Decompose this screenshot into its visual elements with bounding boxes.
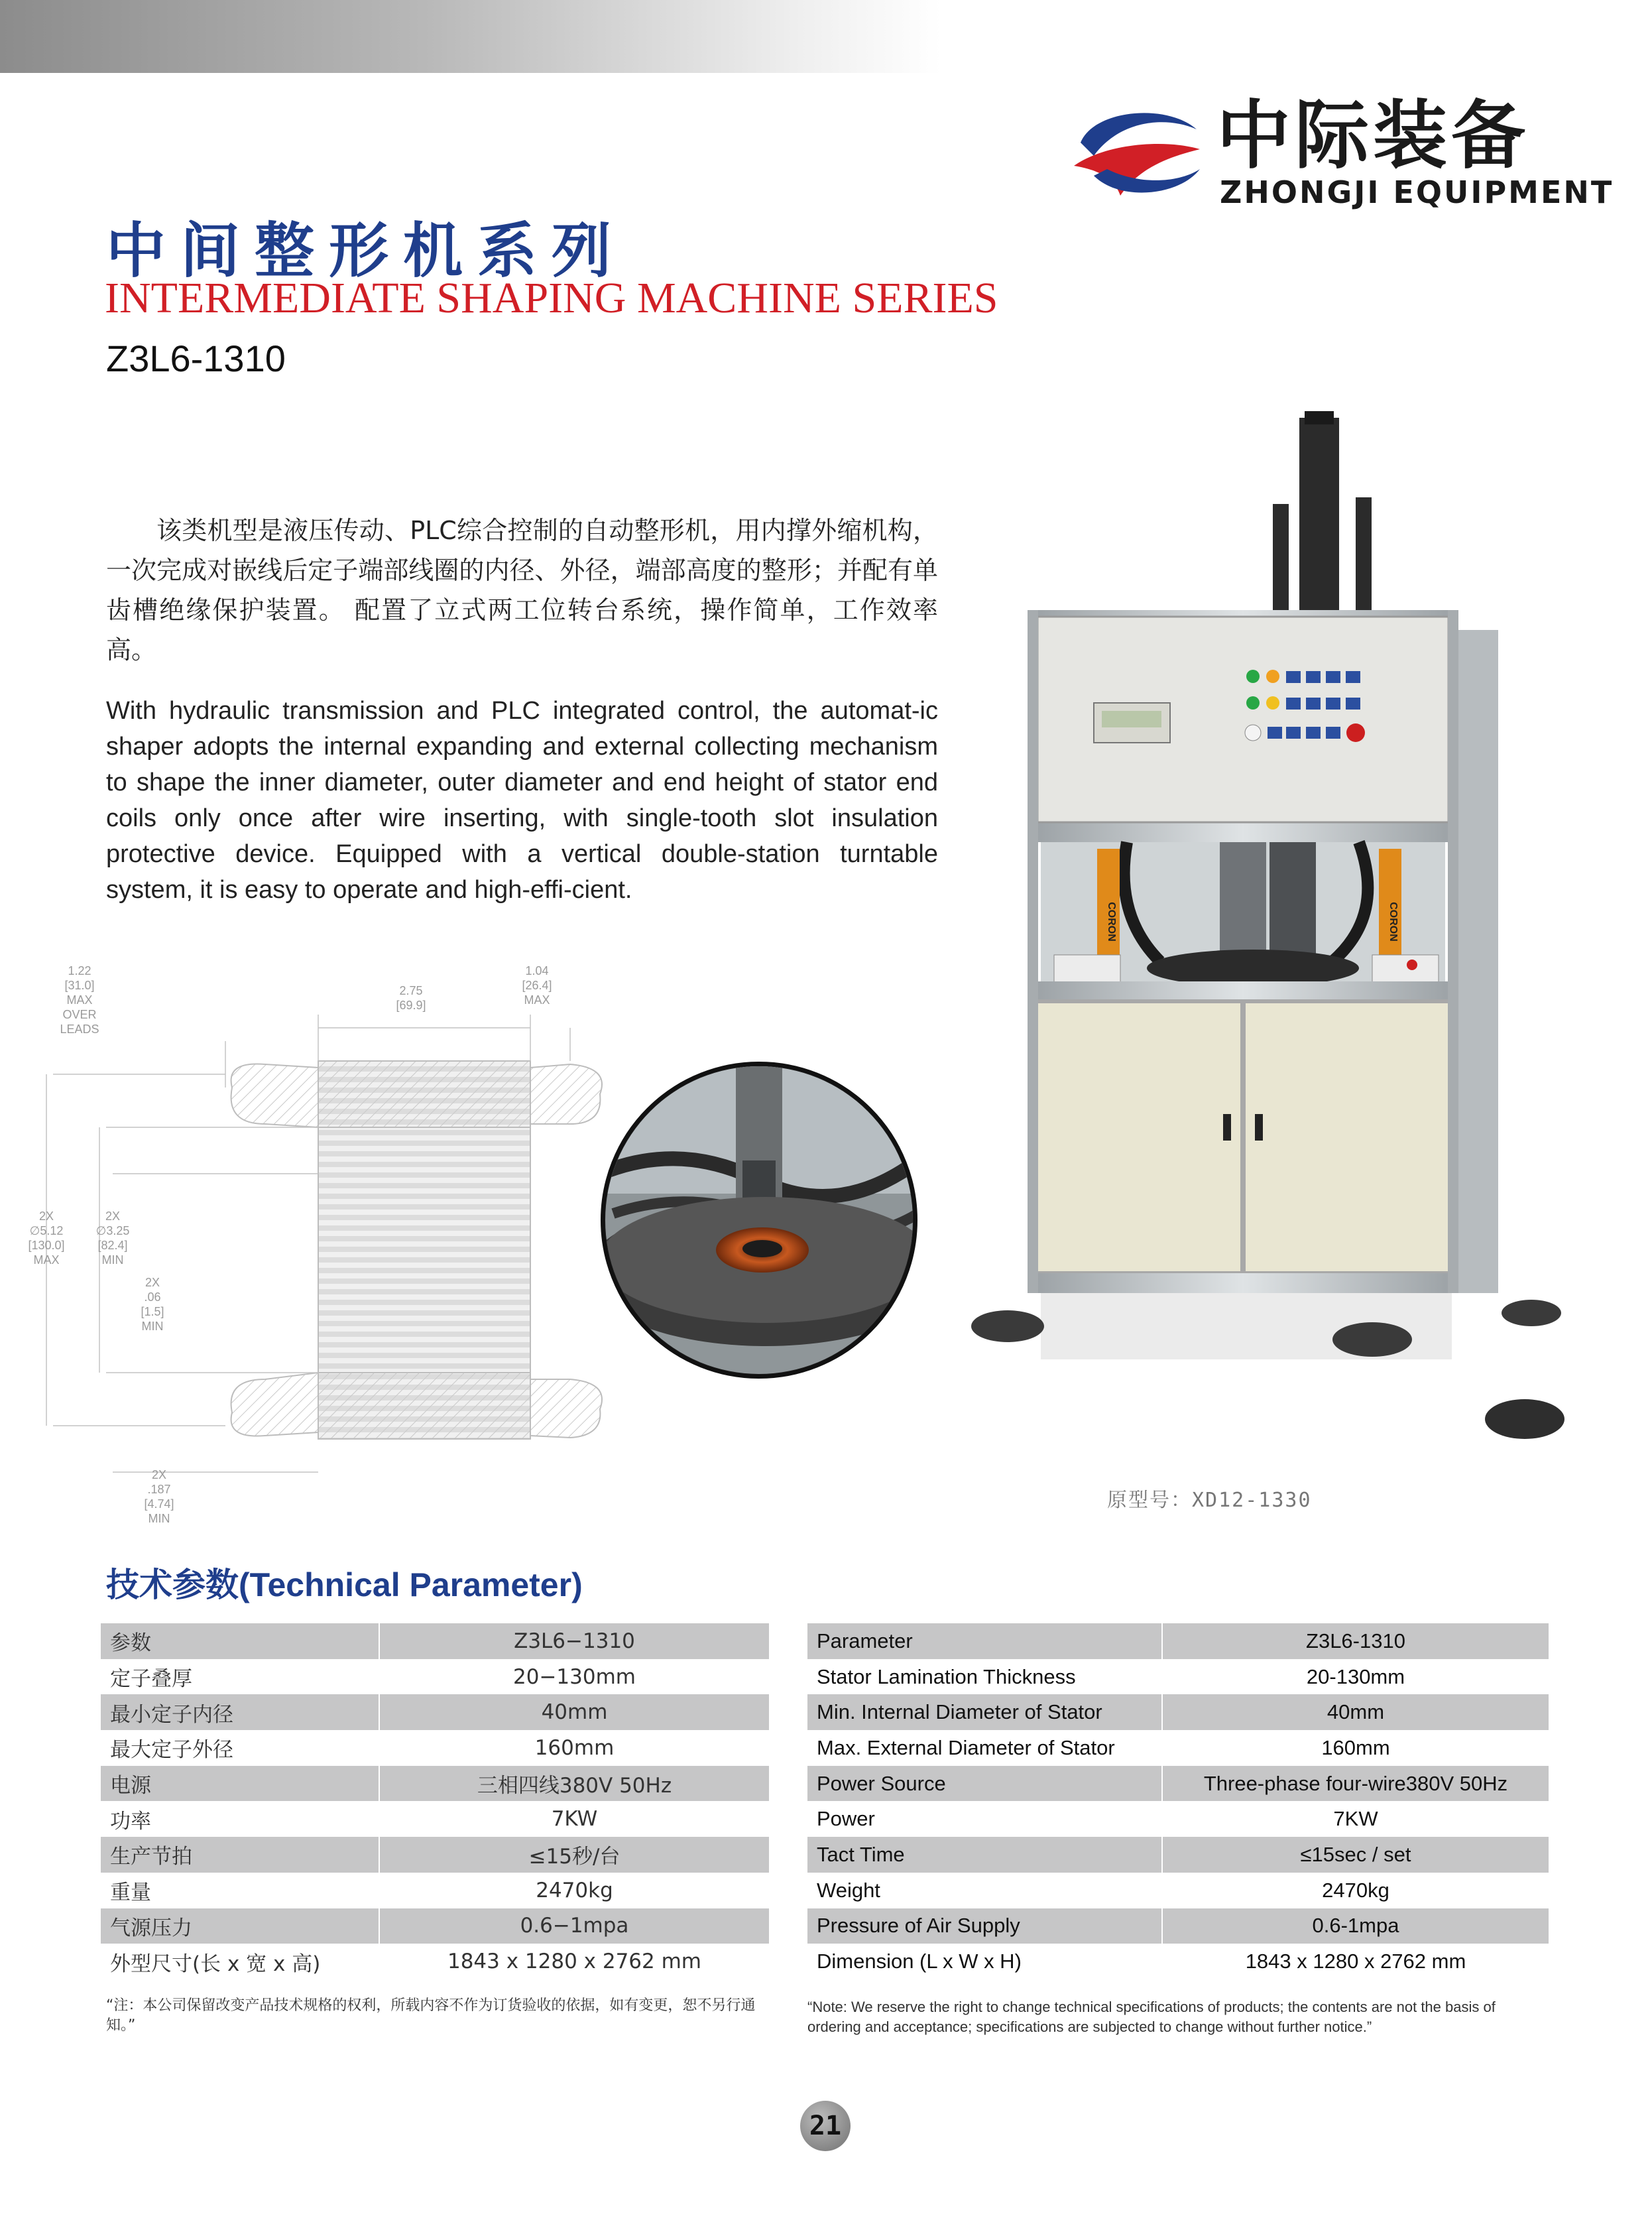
dimension-label-g — [144, 1468, 174, 1525]
logo-en-text: ZHONGJI EQUIPMENT — [1220, 174, 1614, 210]
svg-text:[4.74]: [4.74] — [144, 1497, 174, 1511]
table-cell-param: Pressure of Air Supply — [807, 1908, 1162, 1944]
svg-text:[82.4]: [82.4] — [97, 1239, 128, 1252]
svg-text:2X: 2X — [151, 1468, 167, 1481]
table-row — [101, 1944, 770, 1979]
table-cell-value: 20-130mm — [1162, 1659, 1549, 1695]
svg-text:[1.5]: [1.5] — [141, 1305, 164, 1318]
dimension-label-c — [522, 964, 552, 1007]
table-cell-value: 0.6-1mpa — [1162, 1908, 1549, 1944]
svg-text:[69.9]: [69.9] — [396, 999, 426, 1012]
cabinet-doors — [1034, 1001, 1452, 1273]
machine-photo — [961, 411, 1611, 1525]
table-row — [807, 1623, 1549, 1659]
svg-text:[26.4]: [26.4] — [522, 979, 552, 992]
svg-text:MAX: MAX — [66, 993, 93, 1007]
table-cell-param: 最大定子外径 — [101, 1730, 379, 1766]
table-cell-param: 功率 — [101, 1801, 379, 1837]
table-cell-param: Parameter — [807, 1623, 1162, 1659]
table-row — [807, 1801, 1549, 1837]
table-row — [101, 1694, 770, 1730]
table-row — [807, 1766, 1549, 1802]
control-panel — [1028, 610, 1458, 829]
svg-text:[31.0]: [31.0] — [64, 979, 95, 992]
stator-dimension-drawing — [27, 955, 610, 1538]
table-row — [101, 1623, 770, 1659]
table-cell-value: 1843 x 1280 x 2762 mm — [379, 1944, 770, 1979]
dimension-label-e — [96, 1210, 130, 1267]
page-title-cn: 中间整形机系列 — [106, 216, 626, 286]
prototype-caption: 原型号：XD12-1330 — [1107, 1489, 1312, 1512]
table-row — [807, 1873, 1549, 1908]
table-cell-param: 重量 — [101, 1873, 379, 1908]
table-row — [807, 1694, 1549, 1730]
svg-text:MAX: MAX — [33, 1253, 60, 1267]
header-gradient-bar — [0, 0, 941, 73]
svg-text:[130.0]: [130.0] — [28, 1239, 65, 1252]
table-cell-param: Max. External Diameter of Stator — [807, 1730, 1162, 1766]
logo-cn-text: 中际装备 — [1216, 93, 1529, 179]
table-cell-param: Dimension (L x W x H) — [807, 1944, 1162, 1979]
page-number: 21 — [800, 2101, 851, 2151]
svg-text:MAX: MAX — [524, 993, 550, 1007]
table-row — [807, 1659, 1549, 1695]
description-cn: 该类机型是液压传动、PLC综合控制的自动整形机，用内撑外缩机构，一次完成对嵌线后定子端部线圈的内径、外径，端部高度的整形；并配有单齿槽绝缘保护装置。 配置了立式两工位转台系统，操作简单，工作效率高。 — [106, 516, 938, 664]
svg-text:MIN: MIN — [141, 1320, 164, 1333]
table-cell-param: 生产节拍 — [101, 1837, 379, 1873]
table-cell-value: 7KW — [1162, 1801, 1549, 1837]
logo-swoosh-icon — [1067, 103, 1207, 202]
description-en: With hydraulic transmission and PLC integrated control, the automat-ic shaper adopts the internal expanding and external collecting mechanism to shape the inner diameter, outer diameter and end height of stator end coils only once after wire inserting, with single-tooth slot insulation protective device. Equipped with a vertical double-station turntable system, it is easy to operate and high-effi-cient. — [106, 697, 938, 904]
table-row — [101, 1908, 770, 1944]
table-cell-param: 外型尺寸(长 x 宽 x 高) — [101, 1944, 379, 1979]
section-title-cn: 技术参数 — [106, 1566, 239, 1604]
table-cell-param: 参数 — [101, 1623, 379, 1659]
turntable-closeup-photo — [600, 1061, 918, 1379]
tech-parameter-heading — [106, 1558, 583, 1606]
table-cell-value: 三相四线380V 50Hz — [379, 1766, 770, 1802]
model-number: Z3L6-1310 — [106, 338, 286, 379]
table-cell-param: Power Source — [807, 1766, 1162, 1802]
svg-text:2X: 2X — [145, 1276, 160, 1289]
dimension-label-a — [60, 964, 99, 1036]
table-cell-value: ≤15sec / set — [1162, 1837, 1549, 1873]
svg-text:CORON: CORON — [1106, 902, 1117, 942]
svg-text:2X: 2X — [105, 1210, 121, 1223]
page-title-en: INTERMEDIATE SHAPING MACHINE SERIES — [105, 274, 998, 322]
stator-lamination-stack — [318, 1061, 530, 1439]
table-row — [101, 1659, 770, 1695]
table-cell-value: 7KW — [379, 1801, 770, 1837]
svg-text:2.75: 2.75 — [399, 984, 423, 997]
company-logo — [1067, 93, 1614, 210]
table-cell-value: 40mm — [379, 1694, 770, 1730]
table-cell-param: Stator Lamination Thickness — [807, 1659, 1162, 1695]
svg-text:CORON: CORON — [1387, 902, 1399, 942]
table-cell-param: 气源压力 — [101, 1908, 379, 1944]
table-row — [101, 1766, 770, 1802]
table-cell-param: Power — [807, 1801, 1162, 1837]
svg-text:1.04: 1.04 — [525, 964, 549, 977]
table-row — [807, 1908, 1549, 1944]
svg-text:MIN: MIN — [101, 1253, 124, 1267]
svg-text:OVER: OVER — [62, 1008, 97, 1021]
svg-text:.06: .06 — [144, 1290, 161, 1304]
table-cell-value: Z3L6-1310 — [1162, 1623, 1549, 1659]
table-cell-value: 2470kg — [379, 1873, 770, 1908]
table-cell-param: Weight — [807, 1873, 1162, 1908]
spec-table-en — [807, 1623, 1550, 1979]
table-cell-param: 电源 — [101, 1766, 379, 1802]
table-cell-param: Min. Internal Diameter of Stator — [807, 1694, 1162, 1730]
table-row — [101, 1837, 770, 1873]
table-cell-param: 最小定子内径 — [101, 1694, 379, 1730]
dimension-label-b — [396, 984, 426, 1012]
svg-text:∅5.12: ∅5.12 — [29, 1224, 64, 1237]
table-row — [807, 1730, 1549, 1766]
disclaimer-note-en: “Note: We reserve the right to change technical specifications of products; the contents are not the basis of ordering and acceptance; specifications are subjected to change without further notice.” — [807, 1999, 1496, 2035]
disclaimer-note-cn: “注：本公司保留改变产品技术规格的权利，所载内容不作为订货验收的依据，如有变更，恕不另行通知。” — [106, 1997, 756, 2034]
table-cell-value: 160mm — [1162, 1730, 1549, 1766]
table-cell-param: 定子叠厚 — [101, 1659, 379, 1695]
table-cell-param: Tact Time — [807, 1837, 1162, 1873]
svg-text:∅3.25: ∅3.25 — [95, 1224, 130, 1237]
table-row — [807, 1837, 1549, 1873]
table-row — [101, 1730, 770, 1766]
table-row — [101, 1801, 770, 1837]
table-cell-value: 160mm — [379, 1730, 770, 1766]
table-cell-value: 20−130mm — [379, 1659, 770, 1695]
table-cell-value: 40mm — [1162, 1694, 1549, 1730]
svg-text:2X: 2X — [38, 1210, 54, 1223]
table-cell-value: 0.6−1mpa — [379, 1908, 770, 1944]
table-cell-value: 2470kg — [1162, 1873, 1549, 1908]
table-cell-value: Z3L6−1310 — [379, 1623, 770, 1659]
working-area — [1041, 842, 1445, 995]
spec-table-cn — [101, 1623, 770, 1979]
table-cell-value: ≤15秒/台 — [379, 1837, 770, 1873]
table-row — [807, 1944, 1549, 1979]
section-title-en: (Technical Parameter) — [239, 1566, 583, 1603]
dimension-label-f — [141, 1276, 164, 1333]
svg-text:MIN: MIN — [148, 1512, 170, 1525]
table-cell-value: Three-phase four-wire380V 50Hz — [1162, 1766, 1549, 1802]
svg-text:1.22: 1.22 — [68, 964, 91, 977]
table-row — [101, 1873, 770, 1908]
svg-text:LEADS: LEADS — [60, 1023, 99, 1036]
svg-text:.187: .187 — [147, 1483, 171, 1496]
table-cell-value: 1843 x 1280 x 2762 mm — [1162, 1944, 1549, 1979]
